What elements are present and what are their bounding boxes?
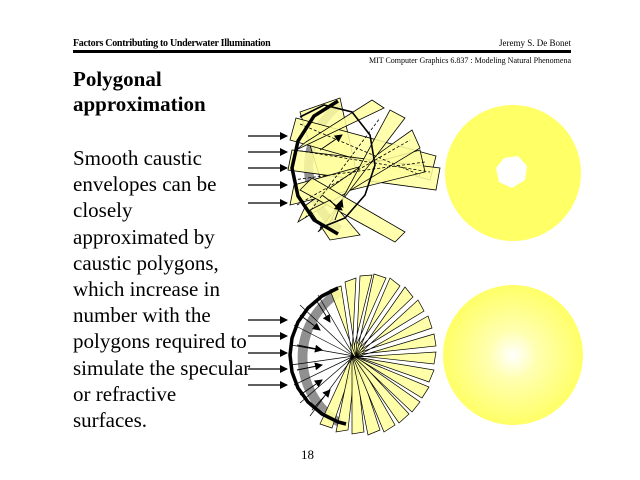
header-title: Factors Contributing to Underwater Illumination: [73, 38, 271, 49]
bottom-incoming-rays: [248, 320, 287, 385]
top-incoming-rays: [248, 136, 287, 203]
header-author: Jeremy S. De Bonet: [499, 38, 571, 48]
slide-body-text: Smooth caustic envelopes can be closely approximated by caustic polygons, which increase in number with the polygons required to simulate the specular or refractive surfaces.: [73, 146, 251, 433]
header-course: MIT Computer Graphics 6.837 : Modeling Natural Phenomena: [368, 56, 571, 65]
page-number: 18: [301, 447, 314, 462]
bottom-caustic-fan: [320, 274, 436, 435]
slide-title-line-1: Polygonal: [73, 67, 162, 91]
bottom-caustic-disc: [443, 285, 583, 425]
slide-title-line-2: approximation: [73, 92, 206, 116]
